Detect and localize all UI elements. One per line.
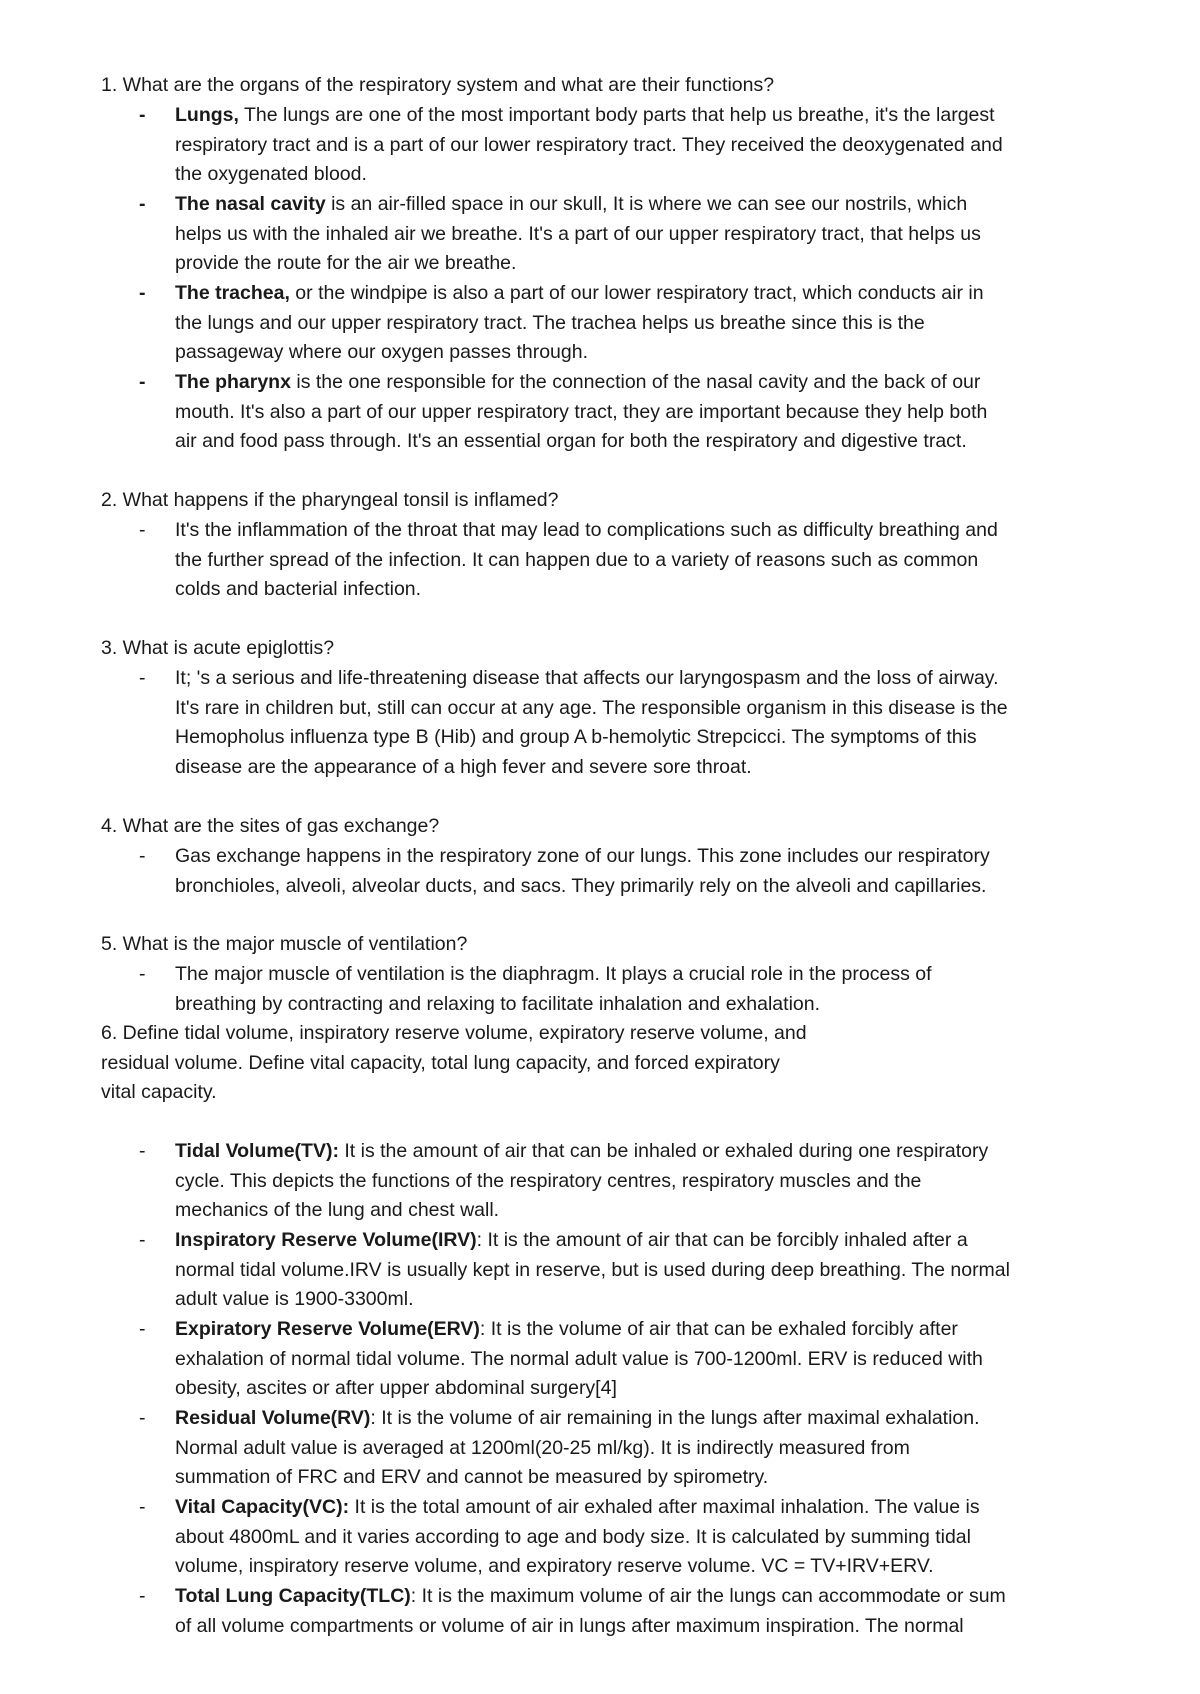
question-4-heading: 4. What are the sites of gas exchange? [101, 815, 440, 837]
item-text: about 4800mL and it varies according to age and body size. It is calculated by summing tidal [175, 1525, 971, 1548]
bullet-dash: - [139, 193, 146, 215]
answer-text: disease are the appearance of a high fever and severe sore throat. [175, 755, 752, 778]
bullet-dash: - [139, 1318, 146, 1340]
item-text: : It is the maximum volume of air the lungs can accommodate or sum [410, 1585, 1006, 1607]
item-text: mouth. It's also a part of our upper respiratory tract, they are important because they help both [175, 400, 988, 423]
bullet-dash: - [139, 1229, 146, 1251]
item-text: the oxygenated blood. [175, 163, 367, 186]
item-text: respiratory tract and is a part of our lower respiratory tract. They received the deoxygenated and [175, 133, 1003, 156]
answer-text: bronchioles, alveoli, alveolar ducts, and sacs. They primarily rely on the alveoli and capillaries. [175, 874, 987, 897]
bullet-dash: - [139, 104, 146, 126]
item-text: : It is the volume of air that can be exhaled forcibly after [479, 1318, 958, 1340]
answer-text: Gas exchange happens in the respiratory zone of our lungs. This zone includes our respiratory [175, 845, 990, 867]
term-lungs: Lungs, [175, 104, 239, 126]
answer-text: It; 's a serious and life-threatening disease that affects our laryngospasm and the loss of airway. [175, 667, 999, 689]
question-5-heading: 5. What is the major muscle of ventilation? [101, 933, 468, 955]
answer-text: It's rare in children but, still can occur at any age. The responsible organism in this disease is the [175, 696, 1008, 719]
bullet-dash: - [139, 845, 146, 867]
item-text: It is the amount of air that can be inhaled or exhaled during one respiratory [338, 1140, 989, 1162]
term-trachea: The trachea, [175, 282, 290, 304]
term-irv: Inspiratory Reserve Volume(IRV) [175, 1229, 477, 1251]
heading-line: residual volume. Define vital capacity, total lung capacity, and forced expiratory [101, 1051, 780, 1074]
item-text: The lungs are one of the most important body parts that help us breathe, it's the largest [238, 104, 995, 126]
item-text: It is the total amount of air exhaled after maximal inhalation. The value is [349, 1496, 980, 1518]
item-text: adult value is 1900-3300ml. [175, 1288, 414, 1311]
item-text: of all volume compartments or volume of air in lungs after maximum inspiration. The normal [175, 1614, 964, 1637]
item-text: provide the route for the air we breathe. [175, 252, 517, 275]
item-text: passageway where our oxygen passes through. [175, 341, 589, 364]
question-1-heading: 1. What are the organs of the respiratory system and what are their functions? [101, 74, 775, 96]
heading-line: vital capacity. [101, 1081, 217, 1104]
bullet-dash: - [139, 963, 146, 985]
answer-text: Hemopholus influenza type B (Hib) and group A b-hemolytic Strepcicci. The symptoms of this [175, 726, 977, 749]
term-pharynx: The pharynx [175, 371, 291, 393]
item-text: helps us with the inhaled air we breathe. It's a part of our upper respiratory tract, that helps us [175, 222, 981, 245]
item-text: cycle. This depicts the functions of the respiratory centres, respiratory muscles and the [175, 1169, 922, 1192]
term-erv: Expiratory Reserve Volume(ERV) [175, 1318, 480, 1340]
answer-text: colds and bacterial infection. [175, 578, 422, 601]
item-text: is the one responsible for the connection of the nasal cavity and the back of our [290, 371, 981, 393]
bullet-dash: - [139, 1140, 146, 1162]
item-text: : It is the amount of air that can be forcibly inhaled after a [476, 1229, 968, 1251]
item-text: : It is the volume of air remaining in the lungs after maximal exhalation. [370, 1407, 980, 1429]
heading-line: 6. Define tidal volume, inspiratory reserve volume, expiratory reserve volume, and [101, 1022, 807, 1044]
bullet-dash: - [139, 519, 146, 541]
bullet-dash: - [139, 1585, 146, 1607]
item-text: is an air-filled space in our skull, It is where we can see our nostrils, which [325, 193, 968, 215]
term-nasal-cavity: The nasal cavity [175, 193, 326, 215]
answer-text: breathing by contracting and relaxing to facilitate inhalation and exhalation. [175, 992, 821, 1015]
bullet-dash: - [139, 371, 146, 393]
question-2-heading: 2. What happens if the pharyngeal tonsil is inflamed? [101, 489, 559, 511]
term-vc: Vital Capacity(VC): [175, 1496, 350, 1518]
bullet-dash: - [139, 1496, 146, 1518]
item-text: obesity, ascites or after upper abdominal surgery[4] [175, 1377, 617, 1400]
question-3-heading: 3. What is acute epiglottis? [101, 637, 335, 659]
item-text: air and food pass through. It's an essential organ for both the respiratory and digestive tract. [175, 430, 967, 453]
item-text: volume, inspiratory reserve volume, and expiratory reserve volume. VC = TV+IRV+ERV. [175, 1555, 934, 1578]
item-text: the lungs and our upper respiratory tract. The trachea helps us breathe since this is the [175, 311, 925, 334]
item-text: mechanics of the lung and chest wall. [175, 1199, 500, 1222]
answer-text: the further spread of the infection. It can happen due to a variety of reasons such as common [175, 548, 979, 571]
question-6-heading [101, 1019, 1141, 1108]
answer-text: The major muscle of ventilation is the diaphragm. It plays a crucial role in the process of [175, 963, 932, 985]
term-rv: Residual Volume(RV) [175, 1407, 371, 1429]
item-text: Normal adult value is averaged at 1200ml(20-25 ml/kg). It is indirectly measured from [175, 1436, 910, 1459]
term-tidal-volume: Tidal Volume(TV): [175, 1140, 339, 1162]
answer-text: It's the inflammation of the throat that may lead to complications such as difficulty breathing and [175, 519, 998, 541]
bullet-dash: - [139, 282, 146, 304]
item-text: or the windpipe is also a part of our lower respiratory tract, which conducts air in [289, 282, 984, 304]
item-text: summation of FRC and ERV and cannot be measured by spirometry. [175, 1466, 769, 1489]
item-text: normal tidal volume.IRV is usually kept in reserve, but is used during deep breathing. The normal [175, 1258, 1010, 1281]
bullet-dash: - [139, 1407, 146, 1429]
term-tlc: Total Lung Capacity(TLC) [175, 1585, 411, 1607]
item-text: exhalation of normal tidal volume. The normal adult value is 700-1200ml. ERV is reduced with [175, 1347, 983, 1370]
bullet-dash: - [139, 667, 146, 689]
